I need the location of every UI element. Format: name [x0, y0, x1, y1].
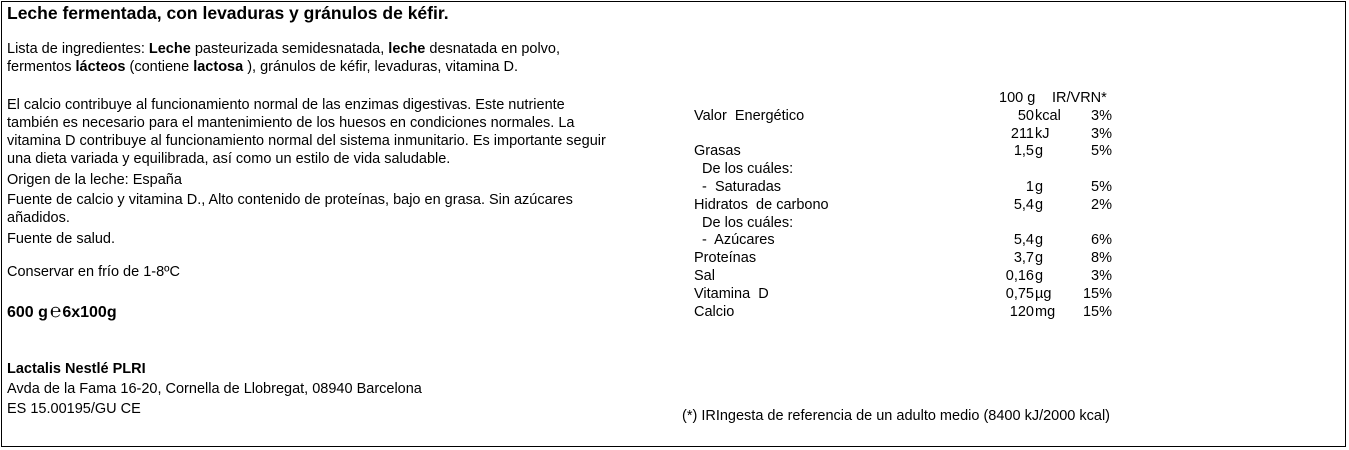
- nutrition-label: - Saturadas: [694, 178, 782, 195]
- nutrition-amount: 50: [1017, 107, 1034, 124]
- nutrition-unit: mg: [1035, 303, 1056, 320]
- company-address: Avda de la Fama 16-20, Cornella de Llobregat, 08940 Barcelona: [7, 381, 422, 397]
- ingredient-allergen: Leche: [148, 41, 191, 57]
- storage-instructions: Conservar en frío de 1-8ºC: [7, 264, 180, 280]
- milk-origin: Origen de la leche: España: [7, 172, 182, 188]
- nutrition-unit: g: [1035, 178, 1044, 195]
- ingredients-line-1: [7, 40, 560, 58]
- ingredient-allergen: lactosa: [193, 59, 244, 75]
- ingredient-allergen: leche: [388, 41, 426, 57]
- nutrition-claim-line: Fuente de calcio y vitamina D., Alto contenido de proteínas, bajo en grasa. Sin azúcares: [7, 192, 573, 208]
- nutrition-percent: 6%: [1091, 232, 1112, 249]
- nutrition-amount: 3,7: [1013, 250, 1034, 267]
- nutrition-percent: 2%: [1091, 196, 1112, 213]
- nutrition-label: Hidratos de carbono: [694, 196, 829, 213]
- nutrition-amount: 5,4: [1013, 196, 1034, 213]
- nutrition-amount: 1,5: [1013, 143, 1034, 160]
- nutrition-amount: 0,16: [1005, 267, 1034, 284]
- nutrition-amount: 120: [1009, 303, 1034, 320]
- nutrition-header-ir: IR/VRN*: [1052, 90, 1107, 106]
- nutrition-unit: g: [1035, 196, 1044, 213]
- nutrition-percent: 15%: [1082, 303, 1112, 320]
- ingredient-text: desnatada en polvo,: [425, 41, 561, 57]
- nutrition-percent: 3%: [1091, 107, 1112, 124]
- nutrition-percent: 8%: [1091, 250, 1112, 267]
- ingredient-text: Lista de ingredientes:: [7, 41, 149, 57]
- nutrition-header-amount: 100 g: [999, 90, 1036, 106]
- calcium-claim-line: El calcio contribuye al funcionamiento normal de las enzimas digestivas. Este nutriente: [7, 97, 565, 113]
- ingredient-text: ), gránulos de kéfir, levaduras, vitamina D.: [243, 59, 519, 75]
- calcium-claim-line: también es necesario para el mantenimiento de los huesos en condiciones normales. La: [7, 115, 575, 131]
- nutrition-label: Grasas: [694, 143, 741, 160]
- health-claim: Fuente de salud.: [7, 231, 116, 247]
- nutrition-claim-line: añadidos.: [7, 210, 70, 226]
- nutrition-unit: kcal: [1035, 107, 1061, 124]
- nutrition-label: De los cuáles:: [694, 214, 794, 231]
- nutrition-unit: g: [1035, 267, 1044, 284]
- company-name: Lactalis Nestlé PLRI: [7, 361, 146, 377]
- nutrition-unit: g: [1035, 250, 1044, 267]
- nutrition-label: - Azúcares: [694, 232, 775, 249]
- ingredients-line-2: [7, 58, 518, 76]
- nutrition-percent: 3%: [1091, 267, 1112, 284]
- nutrition-label: Vitamina D: [694, 285, 769, 302]
- ingredient-allergen: lácteos: [75, 59, 126, 75]
- ingredient-text: fermentos: [7, 59, 76, 75]
- nutrition-amount: 211: [1010, 125, 1034, 142]
- nutrition-footnote: (*) IRIngesta de referencia de un adulto medio (8400 kJ/2000 kcal): [682, 408, 1110, 424]
- nutrition-unit: g: [1035, 143, 1044, 160]
- nutrition-unit: kJ: [1035, 125, 1050, 142]
- net-weight-total: 600 g: [7, 304, 48, 321]
- nutrition-unit: g: [1035, 232, 1044, 249]
- nutrition-label: Valor Energético: [694, 107, 805, 124]
- nutrition-percent: 5%: [1091, 143, 1112, 160]
- net-weight: [7, 301, 117, 323]
- company-registry: ES 15.00195/GU CE: [7, 401, 141, 417]
- calcium-claim-line: una dieta variada y equilibrada, así como un estilo de vida saludable.: [7, 151, 451, 167]
- product-title: Leche fermentada, con levaduras y gránulos de kéfir.: [7, 3, 449, 23]
- ingredient-text: pasteurizada semidesnatada,: [190, 41, 389, 57]
- nutrition-unit: µg: [1035, 285, 1052, 302]
- nutrition-label: Sal: [694, 267, 715, 284]
- calcium-claim-line: vitamina D contribuye al funcionamiento normal del sistema inmunitario. Es importante seguir: [7, 133, 606, 149]
- e-mark-icon: ℮: [49, 301, 62, 322]
- nutrition-percent: 15%: [1082, 285, 1112, 302]
- nutrition-amount: 0,75: [1005, 285, 1034, 302]
- nutrition-amount: 5,4: [1013, 232, 1034, 249]
- net-weight-packs: 6x100g: [62, 304, 117, 321]
- nutrition-percent: 3%: [1091, 125, 1112, 142]
- nutrition-label: Calcio: [694, 303, 735, 320]
- nutrition-percent: 5%: [1091, 178, 1112, 195]
- nutrition-label: De los cuáles:: [694, 161, 794, 178]
- nutrition-label: Proteínas: [694, 250, 757, 267]
- ingredient-text: (contiene: [125, 59, 194, 75]
- nutrition-amount: 1: [1025, 178, 1034, 195]
